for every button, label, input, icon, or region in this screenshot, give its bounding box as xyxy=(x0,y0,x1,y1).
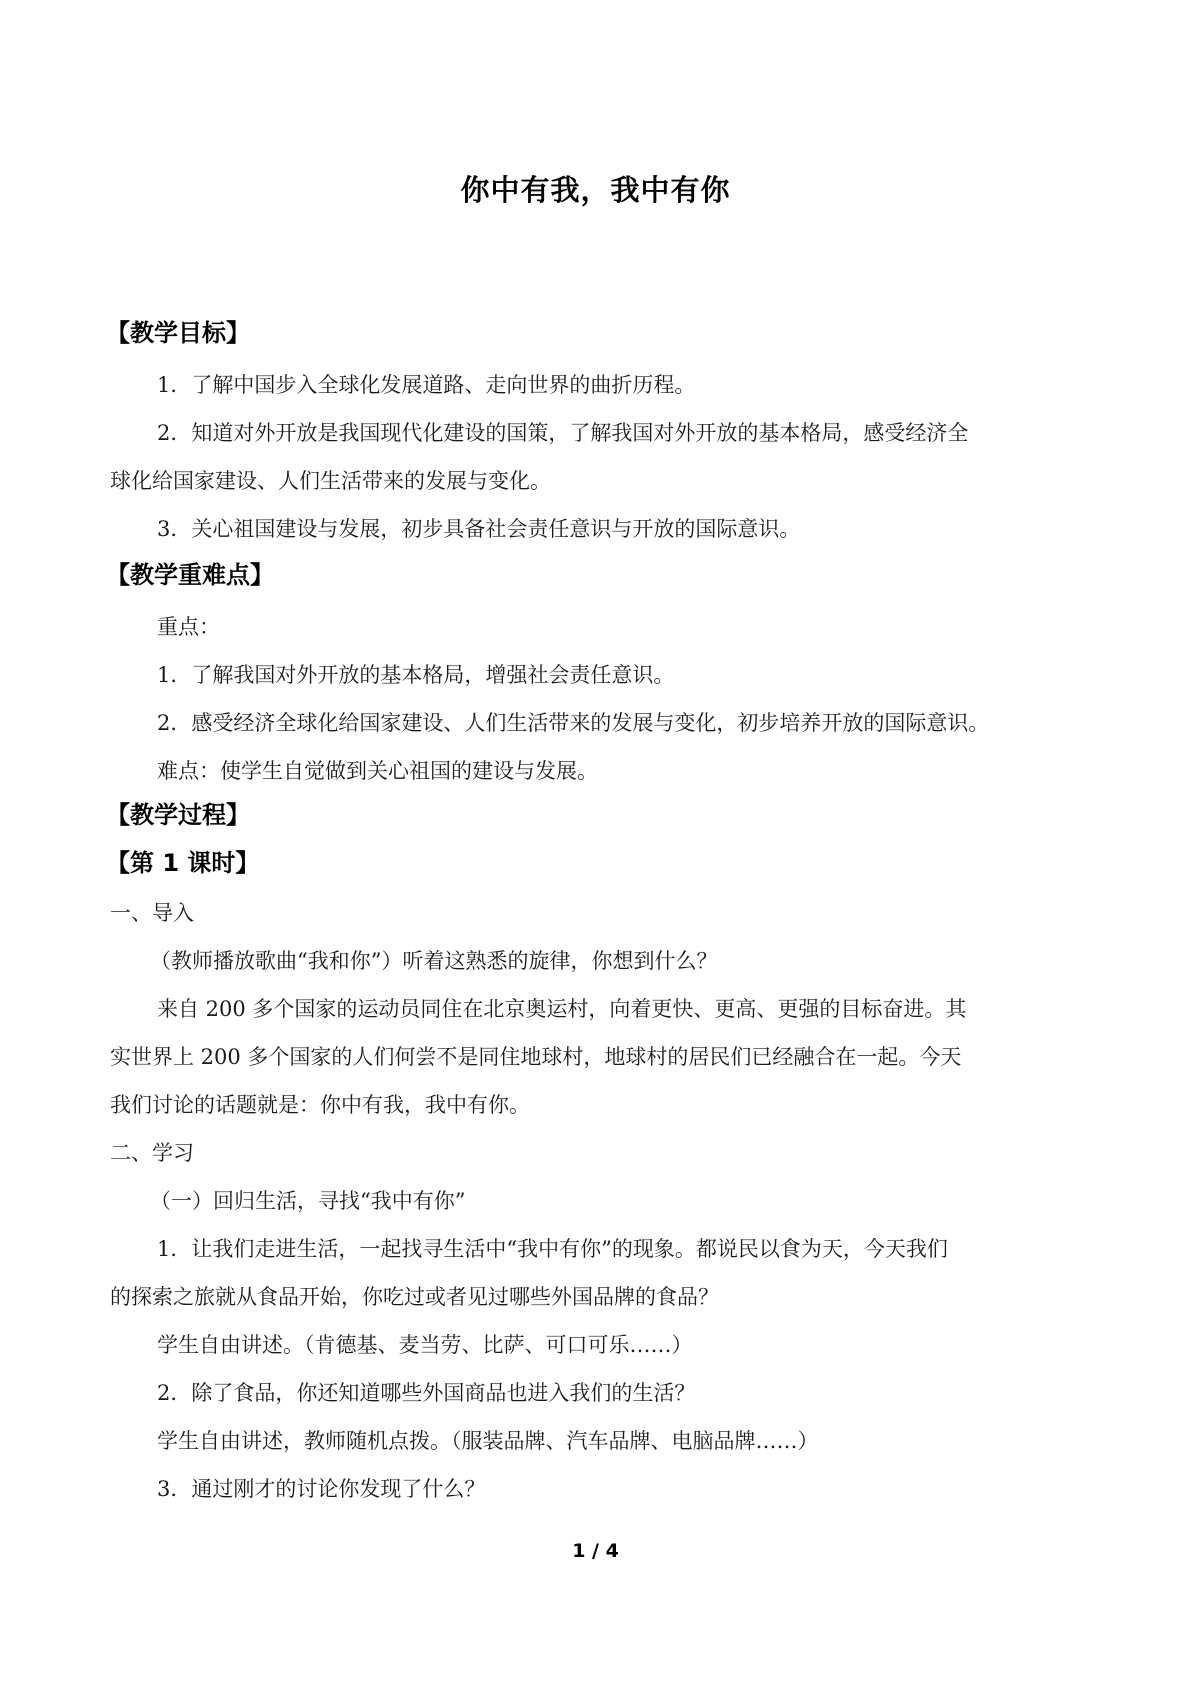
section-heading-key-points: 【教学重难点】 xyxy=(106,561,274,589)
objective-item-2-cont: 球化给国家建设、人们生活带来的发展与变化。 xyxy=(110,469,551,493)
objective-item-3: 3．关心祖国建设与发展，初步具备社会责任意识与开放的国际意识。 xyxy=(157,517,801,541)
focus-item-2: 2．感受经济全球化给国家建设、人们生活带来的发展与变化，初步培养开放的国际意识。 xyxy=(157,711,990,735)
part2-heading: 二、学习 xyxy=(110,1141,194,1165)
part1-line-1: （教师播放歌曲“我和你”）听着这熟悉的旋律，你想到什么？ xyxy=(150,949,718,973)
part2-line-3: 学生自由讲述。（肯德基、麦当劳、比萨、可口可乐……） xyxy=(157,1333,693,1357)
part2-line-2: 的探索之旅就从食品开始，你吃过或者见过哪些外国品牌的食品？ xyxy=(110,1285,719,1309)
part1-line-2: 来自 200 多个国家的运动员同住在北京奥运村，向着更快、更高、更强的目标奋进。其 xyxy=(157,997,967,1021)
part2-line-4: 2．除了食品，你还知道哪些外国商品也进入我们的生活？ xyxy=(157,1381,696,1405)
document-title: 你中有我，我中有你 xyxy=(460,173,731,207)
difficulty-line: 难点：使学生自觉做到关心祖国的建设与发展。 xyxy=(157,759,598,783)
section-heading-process: 【教学过程】 xyxy=(106,801,250,829)
focus-label: 重点： xyxy=(157,615,220,639)
part2-line-1: 1．让我们走进生活，一起找寻生活中“我中有你”的现象。都说民以食为天，今天我们 xyxy=(157,1237,948,1261)
part1-line-4: 我们讨论的话题就是：你中有我，我中有你。 xyxy=(110,1093,530,1117)
part2-subheading: （一）回归生活，寻找“我中有你” xyxy=(150,1189,466,1213)
lesson-heading: 【第 1 课时】 xyxy=(106,849,260,877)
section-heading-objectives: 【教学目标】 xyxy=(106,319,250,347)
objective-item-1: 1．了解中国步入全球化发展道路、走向世界的曲折历程。 xyxy=(157,373,696,397)
part2-line-6: 3．通过刚才的讨论你发现了什么？ xyxy=(157,1477,486,1501)
page-number: 1 / 4 xyxy=(572,1540,619,1562)
objective-item-2: 2．知道对外开放是我国现代化建设的国策，了解我国对外开放的基本格局，感受经济全 xyxy=(157,421,969,445)
part1-line-3: 实世界上 200 多个国家的人们何尝不是同住地球村，地球村的居民们已经融合在一起。今天 xyxy=(110,1045,962,1069)
focus-item-1: 1．了解我国对外开放的基本格局，增强社会责任意识。 xyxy=(157,663,675,687)
part2-line-5: 学生自由讲述，教师随机点拨。（服装品牌、汽车品牌、电脑品牌……） xyxy=(157,1429,819,1453)
part1-heading: 一、导入 xyxy=(110,901,194,925)
